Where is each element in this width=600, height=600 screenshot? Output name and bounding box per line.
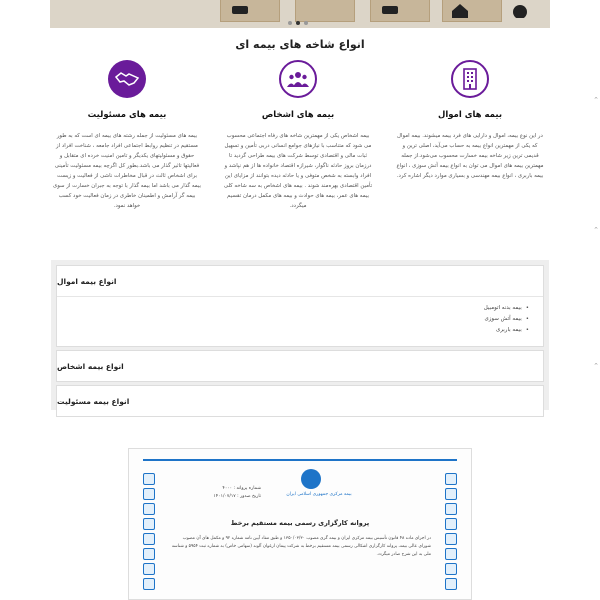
- hero-block: [295, 0, 355, 22]
- house-icon: [450, 2, 470, 18]
- accordion-item-persons: [56, 350, 544, 382]
- carousel-dot[interactable]: [304, 21, 308, 25]
- hero-block: [220, 0, 280, 22]
- hero-block: [370, 0, 430, 22]
- chevron-up-icon[interactable]: ⌃: [593, 226, 599, 234]
- certificate-border: [143, 473, 155, 599]
- carousel-dot[interactable]: [296, 21, 300, 25]
- building-icon: [451, 60, 489, 98]
- list-item: • بیمه بدنه اتومبیل: [57, 303, 529, 314]
- carousel-dot[interactable]: [288, 21, 292, 25]
- certificate-meta: [191, 485, 261, 501]
- certificate-border: [143, 459, 457, 477]
- feature-title: بیمه های مسئولیت: [87, 110, 167, 120]
- handshake-icon: [108, 60, 146, 98]
- accordion-item-property: [56, 265, 544, 347]
- chevron-up-icon[interactable]: ⌃: [593, 96, 599, 104]
- list-item: • بیمه باربری: [57, 325, 529, 336]
- feature-title: بیمه های اشخاص: [261, 110, 335, 120]
- car-icon: [230, 2, 250, 18]
- feature-title: بیمه های اموال: [437, 110, 503, 120]
- people-icon: [279, 60, 317, 98]
- chevron-up-icon[interactable]: ⌃: [593, 362, 599, 370]
- feature-liability: [52, 60, 202, 211]
- certificate-text: در اجرای ماده ۴۸ قانون تأسیس بیمه مرکزی ایران و بیمه گری مصوب ۱۳۵۰/۰۳/۳۰ و طبق مفاد آیین نامه شماره ۹۲ و مکمل های آن مصوب شورای عالی بیمه، پروانه کارگزاری اشکالی رسمی بیمه مستقیم برخط به شرکت پیمان ارغوان آلوند (سهامی خاص) به شماره ثبت ۵۹۵۴ و شناسه ملی به این شرح صادر میگردد.: [171, 536, 431, 557]
- accordion-header[interactable]: انواع بیمه اشخاص: [57, 361, 124, 371]
- feature-persons: [223, 60, 373, 211]
- carousel-dots[interactable]: [0, 21, 600, 27]
- car-icon: [380, 2, 400, 18]
- money-bag-icon: [510, 2, 530, 18]
- certificate-org: بیمه مرکزی جمهوری اسلامی ایران: [286, 492, 352, 497]
- certificate-border: [445, 473, 457, 599]
- accordion-header[interactable]: انواع بیمه اموال: [57, 276, 117, 286]
- feature-property: [395, 60, 545, 181]
- license-number: شماره پروانه : ۴۰۰۰: [222, 486, 261, 491]
- feature-description: در این نوع بیمه، اموال و دارایی های فرد بیمه میشوند. بیمه اموال که یکی از مهمترین انواع بیمه به حساب می‌آید، اصلی ترین و قدیمی ترین زیر شاخه بیمه خسارت محسوب می‌شود.از جمله مهمترین بیمه های اموال می توان به انواع بیمه آتش سوزی ، انواع بیمه باربری ، انواع بیمه مهندسی و بسیاری موارد دیگر اشاره کرد.: [396, 133, 544, 179]
- accordion-body: [57, 296, 543, 346]
- certificate-title: پروانه کارگزاری رسمی بیمه مستقیم برخط: [230, 519, 370, 527]
- accordion-header[interactable]: انواع بیمه مسئولیت: [57, 396, 130, 406]
- insurance-accordion: [51, 260, 549, 410]
- insurance-logo-icon: [301, 469, 321, 489]
- license-certificate: [128, 448, 472, 600]
- feature-description: بیمه اشخاص یکی از مهمترین شاخه های رفاه اجتماعی محسوب می شود که متناسب با نیازهای جوامع انسانی دربی تأمین و تسهیل ثبات مالی و اقتصادی توسط شرکت های بیمه طراحی گردید تا درزمان بروز حادثه ناگوار، شیرازه اقتصاد خانواده ها از هم نپاشد و افراد وابسته به شخص متوفی و یا حادثه دیده بتوانند از مزایای این تأمین اقتصادی بهره‌مند شوند . بیمه های اشخاص به سه شاخه کلی بیمه های عمر، بیمه های حوادث و بیمه های مکمل درمان تقسیم میگردد.: [223, 133, 373, 209]
- issue-date: تاریخ صدور : ۱۴۰۱/۰۷/۱۷: [213, 494, 261, 499]
- section-title: انواع شاخه های بیمه ای: [235, 38, 365, 51]
- accordion-item-liability: [56, 385, 544, 417]
- list-item: • بیمه آتش سوزی: [57, 314, 529, 325]
- feature-description: بیمه های مسئولیت از جمله رشته های بیمه ای است که به طور مستقیم در تنظیم روابط اجتماعی افراد جامعه ، شناخت افراد از حقوق و مسئولیتهای یکدیگر و تامین امنیت خرده ای متقابل و فعالیتها تاثیر گذار می باشد.بطور کل اگرچه بیمه مسئولیت تأمینی برای اشخاص ثالث در قبال مخاطرات ناشی از فعالیت و زیست بیمه گذار می باشد اما بیمه گذار با توجه به جبران خسارت از سوی بیمه گر آرامش و اطمینان خاطری در زمان فعالیت خود کسب خواهد نمود.: [53, 133, 201, 209]
